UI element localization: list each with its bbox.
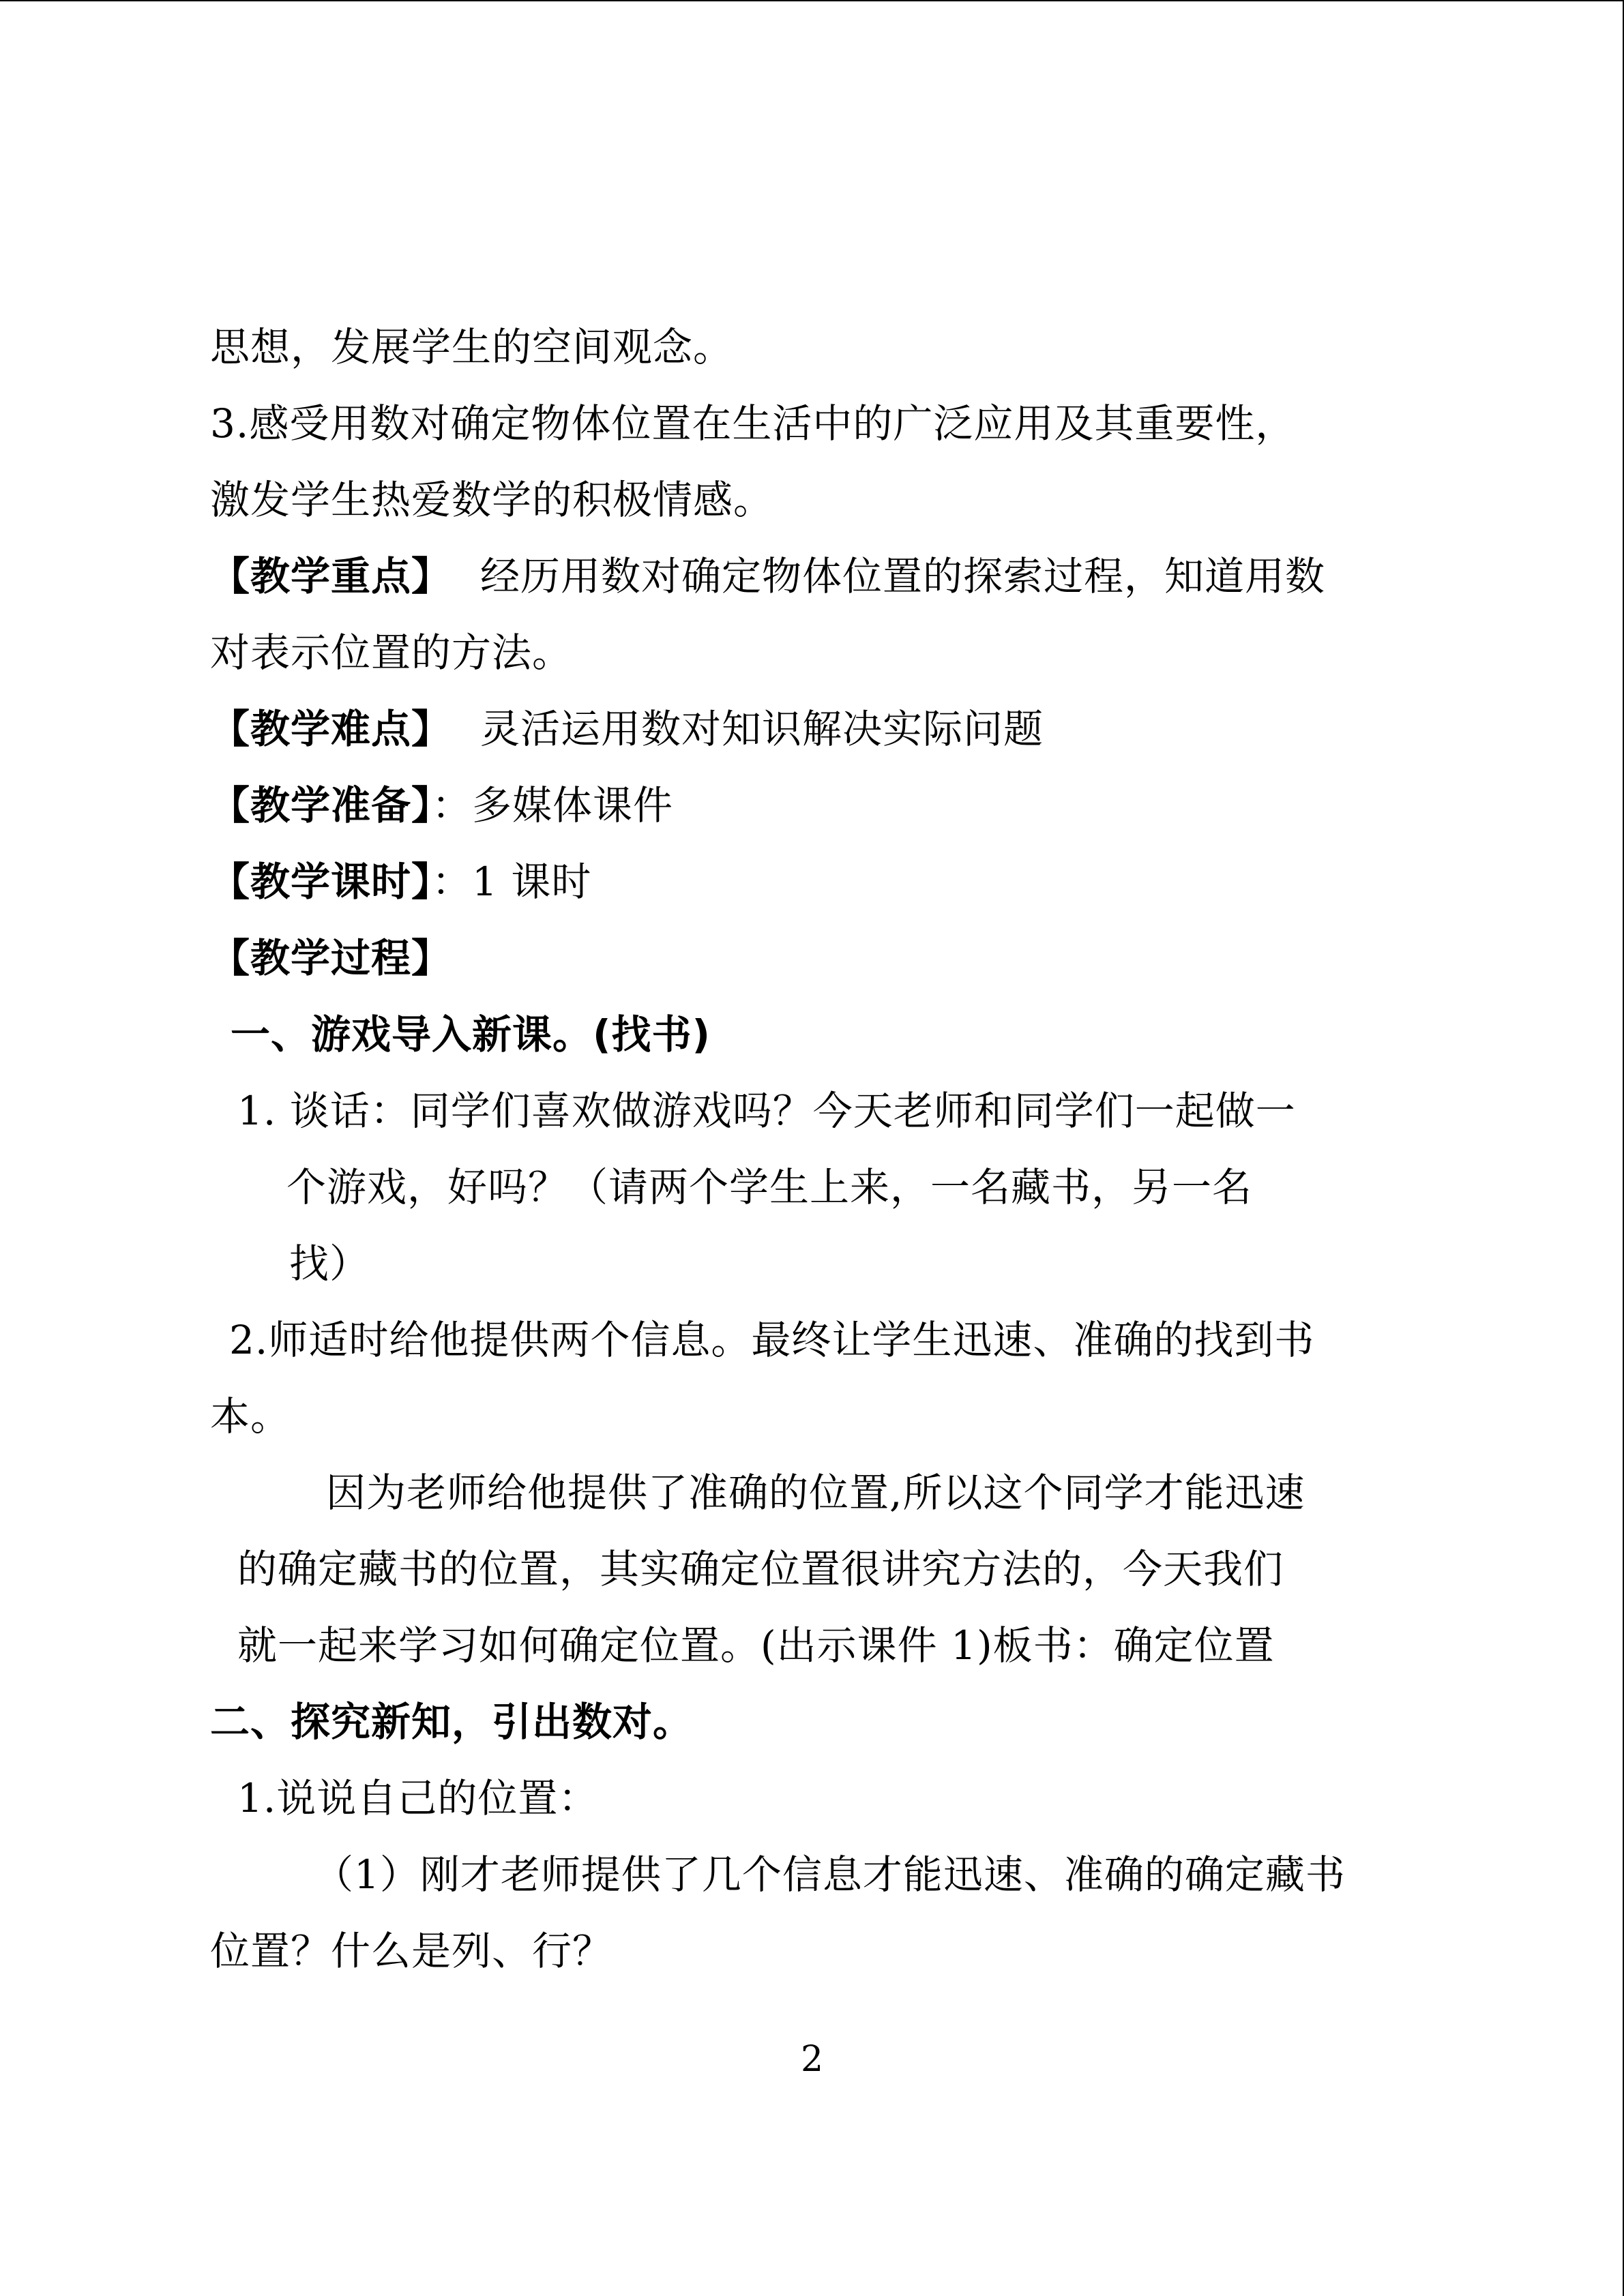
text-line: 3.感受用数对确定物体位置在生活中的广泛应用及其重要性，	[210, 400, 1296, 447]
text-line: 激发学生热爱数学的积极情感。	[210, 477, 774, 523]
text-line: 就一起来学习如何确定位置。(出示课件 1)板书：确定位置	[237, 1622, 1275, 1669]
section-heading: 【教学重点】	[210, 553, 452, 599]
section-heading: 【教学准备】	[210, 782, 432, 829]
text-line: 的确定藏书的位置，其实确定位置很讲究方法的，今天我们	[237, 1546, 1284, 1592]
section-text: ：1 课时	[432, 859, 592, 905]
text-line: 位置？什么是列、行？	[210, 1928, 613, 1974]
section-heading: 【教学难点】	[210, 706, 452, 752]
text-line: 1.说说自己的位置：	[237, 1775, 599, 1821]
text-line: 因为老师给他提供了准确的位置,所以这个同学才能迅速	[326, 1470, 1305, 1516]
text-line: 对表示位置的方法。	[210, 629, 573, 676]
subsection-heading: 一、游戏导入新课。(找书)	[231, 1011, 711, 1058]
subsection-heading: 二、探究新知，引出数对。	[210, 1699, 694, 1745]
section-text: ：多媒体课件	[432, 782, 674, 829]
section-heading: 【教学课时】	[210, 859, 432, 905]
section-heading-line	[210, 778, 673, 833]
section-text: 经历用数对确定物体位置的探索过程，知道用数	[480, 553, 1326, 599]
section-text: 灵活运用数对知识解决实际问题	[480, 706, 1044, 752]
text-line: 1. 谈话：同学们喜欢做游戏吗？今天老师和同学们一起做一	[237, 1088, 1296, 1134]
text-line: 找）	[289, 1240, 370, 1287]
text-line: 个游戏，好吗？（请两个学生上来，一名藏书，另一名	[286, 1164, 1253, 1210]
text-line: 思想，发展学生的空间观念。	[210, 324, 734, 370]
page-number: 2	[800, 2039, 824, 2080]
section-heading-line	[210, 854, 591, 909]
text-line: （1）刚才老师提供了几个信息才能迅速、准确的确定藏书	[314, 1851, 1346, 1898]
section-heading: 【教学过程】	[210, 935, 452, 981]
text-line: 2.师适时给他提供两个信息。最终让学生迅速、准确的找到书	[229, 1317, 1315, 1363]
text-line: 本。	[210, 1393, 291, 1440]
section-heading-line	[210, 549, 1325, 603]
section-heading-line	[210, 702, 1044, 756]
